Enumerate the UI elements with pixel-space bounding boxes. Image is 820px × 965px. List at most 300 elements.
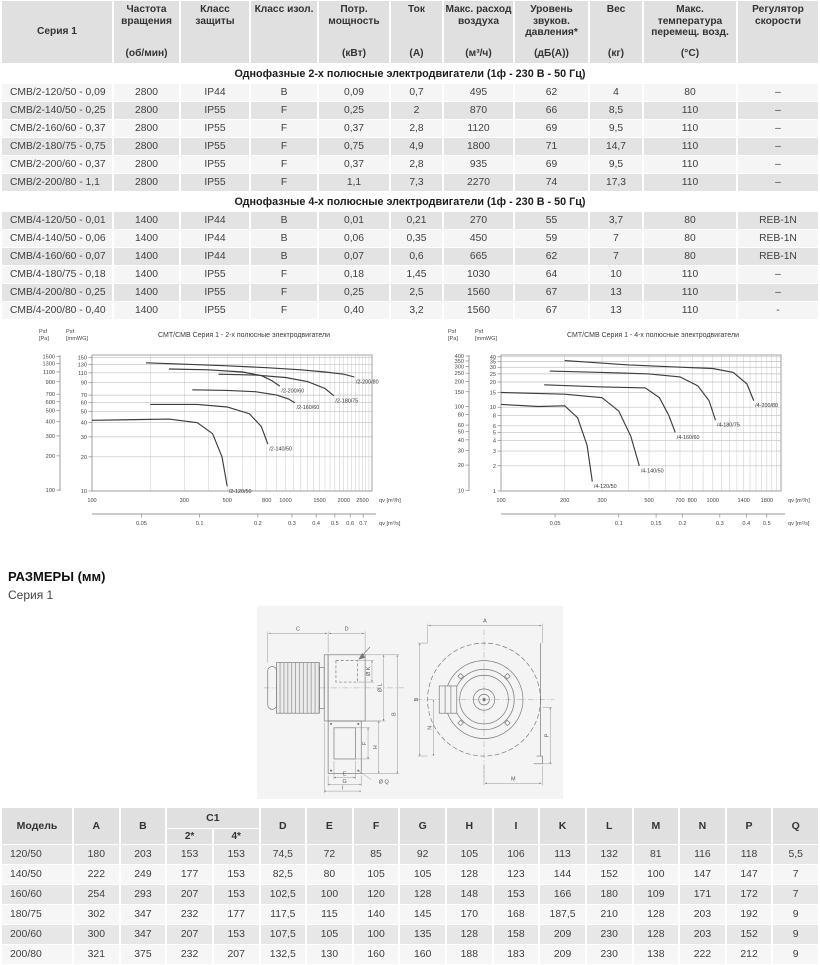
x-tick-label-m3s: 0.1 <box>614 521 623 527</box>
dim-label-n: N <box>427 725 434 730</box>
dims-row <box>2 845 818 864</box>
value-cell: 7 <box>590 248 642 265</box>
dim-label-h: H <box>372 745 379 750</box>
pa-tick-label: 400 <box>454 354 464 361</box>
value-cell: – <box>738 156 818 173</box>
dims-row <box>2 925 818 944</box>
value-cell: 128 <box>634 925 679 944</box>
dims-row <box>2 865 818 884</box>
pa-tick-label: 700 <box>45 392 55 399</box>
value-cell: 0,75 <box>319 138 389 155</box>
dim-label-i: I <box>341 785 344 792</box>
y-axis-label-pa: [Pa] <box>39 336 49 342</box>
value-cell: IP55 <box>181 120 249 137</box>
pa-tick-label: 10 <box>457 488 464 495</box>
mmwg-tick-label: 8 <box>492 413 496 420</box>
value-cell: 148 <box>447 885 492 904</box>
c1-column-header: C1 <box>167 808 258 828</box>
value-cell: 105 <box>447 845 492 864</box>
y-axis-label-mmwg: Psf <box>475 329 484 335</box>
value-cell: 66 <box>515 102 588 119</box>
value-cell: 80 <box>644 230 736 247</box>
pa-tick-label: 1100 <box>42 369 55 376</box>
model-cell: CMB/2-160/60 - 0,37 <box>2 120 112 137</box>
value-cell: 207 <box>214 945 259 964</box>
value-cell: 135 <box>400 925 445 944</box>
value-cell: 2,5 <box>391 284 442 301</box>
fan-curve-chart-2pole <box>26 325 411 557</box>
section-title: Однофазные 4-х полюсные электродвигатели (1ф - 230 В - 50 Гц) <box>2 192 818 211</box>
pa-tick-label: 150 <box>454 389 464 396</box>
x-axis-label-m3s: qv [m³/s] <box>379 521 401 527</box>
value-cell: – <box>738 174 818 191</box>
value-cell: 2800 <box>114 120 179 137</box>
value-cell: REB-1N <box>738 230 818 247</box>
value-cell: 222 <box>680 945 725 964</box>
column-header: M <box>634 808 679 844</box>
value-cell: 153 <box>214 925 259 944</box>
curve-label: /2-200/80 <box>355 379 379 386</box>
dim-label-b: B <box>391 712 398 717</box>
series-label: Серия 1 <box>8 588 54 602</box>
dims-row <box>2 945 818 964</box>
spec-row <box>2 174 818 191</box>
value-cell: 152 <box>587 865 632 884</box>
value-cell: 13 <box>590 284 642 301</box>
value-cell: 0,6 <box>391 248 442 265</box>
value-cell: 0,18 <box>319 266 389 283</box>
value-cell: 118 <box>727 845 772 864</box>
x-tick-label-m3h: 300 <box>597 498 607 504</box>
value-cell: 9 <box>773 925 818 944</box>
value-cell: 110 <box>644 174 736 191</box>
pa-tick-label: 400 <box>45 419 55 426</box>
dim-label-d: D <box>344 626 349 633</box>
column-header: D <box>261 808 306 844</box>
value-cell: 0,01 <box>319 212 389 229</box>
value-cell: 203 <box>121 845 166 864</box>
model-cell: CMB/4-200/80 - 0,40 <box>2 302 112 319</box>
mmwg-tick-label: 40 <box>489 354 496 361</box>
model-cell: CMB/4-200/80 - 0,25 <box>2 284 112 301</box>
value-cell: 495 <box>444 84 513 101</box>
value-cell: 4 <box>590 84 642 101</box>
value-cell: 138 <box>634 945 679 964</box>
value-cell: 1400 <box>114 248 179 265</box>
value-cell: 207 <box>167 925 212 944</box>
mmwg-tick-label: 20 <box>80 454 87 461</box>
value-cell: 180 <box>74 845 119 864</box>
model-cell: CMB/2-140/50 - 0,25 <box>2 102 112 119</box>
y-axis-label-mmwg: [mmWG] <box>66 336 89 342</box>
value-cell: 55 <box>515 212 588 229</box>
column-header: Класс защиты <box>181 1 249 63</box>
value-cell: 1,1 <box>319 174 389 191</box>
y-axis-label-mmwg: [mmWG] <box>475 336 498 342</box>
side-view-drawing <box>259 610 407 795</box>
value-cell: 249 <box>121 865 166 884</box>
model-cell: 200/80 <box>2 945 72 964</box>
value-cell: 2800 <box>114 102 179 119</box>
value-cell: 2270 <box>444 174 513 191</box>
mmwg-tick-label: 25 <box>489 371 496 378</box>
value-cell: 74,5 <box>261 845 306 864</box>
value-cell: 80 <box>307 865 352 884</box>
column-header: I <box>494 808 539 844</box>
value-cell: 4,9 <box>391 138 442 155</box>
x-tick-label-m3h: 800 <box>687 498 697 504</box>
value-cell: 113 <box>540 845 585 864</box>
value-cell: 1400 <box>114 230 179 247</box>
value-cell: 82,5 <box>261 865 306 884</box>
value-cell: – <box>738 138 818 155</box>
pa-tick-label: 80 <box>457 412 464 419</box>
value-cell: 74 <box>515 174 588 191</box>
pa-tick-label: 40 <box>457 437 464 444</box>
spec-row <box>2 248 818 265</box>
value-cell: 172 <box>727 885 772 904</box>
spec-row <box>2 302 818 319</box>
value-cell: 160 <box>354 945 399 964</box>
value-cell: 147 <box>727 865 772 884</box>
mmwg-tick-label: 6 <box>492 423 496 430</box>
value-cell: 300 <box>74 925 119 944</box>
value-cell: B <box>251 248 317 265</box>
value-cell: 69 <box>515 120 588 137</box>
value-cell: 62 <box>515 84 588 101</box>
pa-tick-label: 200 <box>45 453 55 460</box>
x-tick-label-m3h: 2000 <box>337 498 350 504</box>
value-cell: 110 <box>644 156 736 173</box>
pa-tick-label: 900 <box>45 379 55 386</box>
value-cell: 67 <box>515 302 588 319</box>
value-cell: 110 <box>644 102 736 119</box>
value-cell: 2800 <box>114 156 179 173</box>
x-tick-label-m3s: 0.3 <box>288 521 296 527</box>
value-cell: 0,09 <box>319 84 389 101</box>
value-cell: 293 <box>121 885 166 904</box>
value-cell: IP44 <box>181 84 249 101</box>
value-cell: 147 <box>680 865 725 884</box>
mmwg-tick-label: 10 <box>489 405 496 412</box>
value-cell: 110 <box>644 284 736 301</box>
mmwg-tick-label: 90 <box>80 380 87 387</box>
chart-title: CMT/CMB Серия 1 - 4-х полюсные электродвигатели <box>567 332 739 339</box>
value-cell: 100 <box>354 925 399 944</box>
column-header: Класс изол. <box>251 1 317 63</box>
x-tick-label-m3h: 100 <box>496 498 506 504</box>
x-tick-label-m3h: 1400 <box>737 498 750 504</box>
value-cell: 153 <box>214 845 259 864</box>
value-cell: 62 <box>515 248 588 265</box>
pa-tick-label: 1300 <box>42 361 55 368</box>
pa-tick-label: 500 <box>45 408 55 415</box>
y-axis-label-mmwg: Psf <box>66 329 75 335</box>
mmwg-tick-label: 3 <box>492 449 496 456</box>
value-cell: 81 <box>634 845 679 864</box>
value-cell: F <box>251 284 317 301</box>
curve-label: /4-120/50 <box>593 483 617 490</box>
value-cell: F <box>251 120 317 137</box>
value-cell: REB-1N <box>738 248 818 265</box>
value-cell: IP44 <box>181 212 249 229</box>
curve-label: /2-160/60 <box>296 405 320 412</box>
value-cell: – <box>738 284 818 301</box>
fan-front-view <box>413 629 554 777</box>
column-header: Макс. расход воздуха (м³/ч) <box>444 1 513 63</box>
value-cell: 2,8 <box>391 156 442 173</box>
column-header: Уровень звуков. давления* (дБ(А)) <box>515 1 588 63</box>
value-cell: 177 <box>167 865 212 884</box>
value-cell: B <box>251 230 317 247</box>
value-cell: 9 <box>773 945 818 964</box>
column-header: Ток (А) <box>391 1 442 63</box>
dim-label-e: E <box>342 771 347 778</box>
column-header: Серия 1 <box>2 1 112 63</box>
value-cell: 450 <box>444 230 513 247</box>
x-tick-label-m3h: 1000 <box>706 498 719 504</box>
value-cell: 0,40 <box>319 302 389 319</box>
fan-curve <box>544 385 675 433</box>
column-header: Регулятор скорости <box>738 1 818 63</box>
value-cell: 1800 <box>444 138 513 155</box>
x-tick-label-m3s: 0.4 <box>312 521 321 527</box>
value-cell: 212 <box>727 945 772 964</box>
mmwg-tick-label: 1 <box>492 489 496 495</box>
pa-tick-label: 600 <box>45 399 55 406</box>
y-axis-label-pa: Psf <box>448 329 457 335</box>
value-cell: 2800 <box>114 174 179 191</box>
value-cell: 144 <box>540 865 585 884</box>
pa-tick-label: 20 <box>457 463 464 470</box>
value-cell: 170 <box>447 905 492 924</box>
value-cell: 105 <box>354 865 399 884</box>
column-header: K <box>540 808 585 844</box>
mmwg-tick-label: 130 <box>77 362 87 369</box>
value-cell: 9 <box>773 905 818 924</box>
value-cell: 71 <box>515 138 588 155</box>
dimensions-section-title: РАЗМЕРЫ (мм) <box>8 569 106 584</box>
value-cell: – <box>738 102 818 119</box>
fan-curve <box>92 419 227 486</box>
value-cell: IP44 <box>181 248 249 265</box>
section-title: Однофазные 2-х полюсные электродвигатели (1ф - 230 В - 50 Гц) <box>2 64 818 83</box>
value-cell: 0,35 <box>391 230 442 247</box>
column-header: Макс. температура перемещ. возд. (°С) <box>644 1 736 63</box>
column-header: P <box>727 808 772 844</box>
value-cell: 14,7 <box>590 138 642 155</box>
value-cell: – <box>738 84 818 101</box>
value-cell: 270 <box>444 212 513 229</box>
value-cell: F <box>251 302 317 319</box>
mmwg-tick-label: 4 <box>492 438 496 445</box>
column-header: B <box>121 808 166 844</box>
value-cell: 72 <box>307 845 352 864</box>
value-cell: 0,25 <box>319 102 389 119</box>
x-tick-label-m3s: 0.05 <box>135 521 147 527</box>
mmwg-tick-label: 30 <box>489 365 496 372</box>
value-cell: 116 <box>680 845 725 864</box>
curve-label: /2-120/50 <box>228 488 252 495</box>
model-cell: 160/60 <box>2 885 72 904</box>
column-header: Вес (кг) <box>590 1 642 63</box>
value-cell: F <box>251 102 317 119</box>
value-cell: IP55 <box>181 102 249 119</box>
value-cell: 7 <box>590 230 642 247</box>
x-tick-label-m3s: 0.15 <box>650 521 662 527</box>
dim-label-k: Ø K <box>366 666 372 677</box>
value-cell: 153 <box>494 885 539 904</box>
pa-tick-label: 300 <box>454 364 464 371</box>
value-cell: 102,5 <box>261 885 306 904</box>
pa-tick-label: 350 <box>454 358 464 365</box>
value-cell: 85 <box>354 845 399 864</box>
value-cell: 105 <box>307 925 352 944</box>
value-cell: 171 <box>680 885 725 904</box>
mmwg-tick-label: 10 <box>80 489 87 495</box>
x-tick-label-m3s: 0.4 <box>742 521 751 527</box>
column-header: A <box>74 808 119 844</box>
mmwg-tick-label: 40 <box>80 420 87 427</box>
column-header: E <box>307 808 352 844</box>
front-view-drawing <box>411 610 559 795</box>
model-cell: CMB/2-120/50 - 0,09 <box>2 84 112 101</box>
value-cell: 203 <box>680 925 725 944</box>
fan-curve-chart-4pole <box>435 325 820 557</box>
value-cell: 3,2 <box>391 302 442 319</box>
x-tick-label-m3h: 500 <box>222 498 232 504</box>
value-cell: 100 <box>634 865 679 884</box>
pa-tick-label: 200 <box>454 379 464 386</box>
value-cell: 1120 <box>444 120 513 137</box>
value-cell: 110 <box>644 138 736 155</box>
y-axis-label-pa: [Pa] <box>448 336 458 342</box>
value-cell: 80 <box>644 248 736 265</box>
value-cell: IP55 <box>181 284 249 301</box>
value-cell: 230 <box>587 945 632 964</box>
value-cell: 207 <box>167 885 212 904</box>
fan-curve <box>501 404 592 481</box>
value-cell: 158 <box>494 925 539 944</box>
value-cell: REB-1N <box>738 212 818 229</box>
spec-row <box>2 266 818 283</box>
x-tick-label-m3h: 300 <box>179 498 189 504</box>
value-cell: 69 <box>515 156 588 173</box>
value-cell: 232 <box>167 945 212 964</box>
dim-label-f: F <box>362 741 369 746</box>
spec-row <box>2 138 818 155</box>
x-axis-label-m3s: qv [m³/s] <box>788 521 810 527</box>
dim-label-a: A <box>483 618 487 625</box>
dim-label-q: Ø Q <box>378 779 389 786</box>
value-cell: 105 <box>400 865 445 884</box>
x-axis-label-m3h: qv [m³/h] <box>379 498 401 504</box>
value-cell: 128 <box>634 905 679 924</box>
value-cell: 347 <box>121 925 166 944</box>
value-cell: 168 <box>494 905 539 924</box>
value-cell: 110 <box>644 266 736 283</box>
value-cell: IP55 <box>181 138 249 155</box>
value-cell: – <box>738 120 818 137</box>
x-tick-label-m3s: 0.6 <box>346 521 355 527</box>
value-cell: 254 <box>74 885 119 904</box>
value-cell: 0,7 <box>391 84 442 101</box>
value-cell: IP55 <box>181 266 249 283</box>
dim-label-c: C <box>295 626 300 633</box>
x-tick-label-m3s: 0.2 <box>253 521 262 527</box>
y-axis-label-pa: Psf <box>39 329 48 335</box>
value-cell: 1400 <box>114 302 179 319</box>
value-cell: 128 <box>447 925 492 944</box>
value-cell: 0,25 <box>319 284 389 301</box>
value-cell: 17,3 <box>590 174 642 191</box>
value-cell: 302 <box>74 905 119 924</box>
fan-side-view <box>264 647 404 774</box>
value-cell: 870 <box>444 102 513 119</box>
value-cell: 347 <box>121 905 166 924</box>
mmwg-tick-label: 5 <box>492 430 496 437</box>
value-cell: 180 <box>587 885 632 904</box>
model-column-header: Модель <box>2 808 72 844</box>
model-cell: CMB/4-140/50 - 0,06 <box>2 230 112 247</box>
value-cell: F <box>251 138 317 155</box>
dim-label-m: M <box>510 776 516 783</box>
column-header: Потр. мощность (кВт) <box>319 1 389 63</box>
value-cell: 64 <box>515 266 588 283</box>
value-cell: 117,5 <box>261 905 306 924</box>
dim-label-b: B <box>413 697 420 702</box>
model-cell: CMB/4-160/60 - 0,07 <box>2 248 112 265</box>
x-tick-label-m3h: 500 <box>644 498 654 504</box>
value-cell: IP55 <box>181 302 249 319</box>
value-cell: 1400 <box>114 284 179 301</box>
value-cell: IP55 <box>181 156 249 173</box>
column-header: N <box>680 808 725 844</box>
value-cell: 153 <box>214 865 259 884</box>
value-cell: 110 <box>644 302 736 319</box>
x-tick-label-m3h: 100 <box>87 498 97 504</box>
model-cell: 180/75 <box>2 905 72 924</box>
value-cell: - <box>738 302 818 319</box>
value-cell: 375 <box>121 945 166 964</box>
value-cell: 203 <box>680 905 725 924</box>
value-cell: 0,21 <box>391 212 442 229</box>
value-cell: 188 <box>447 945 492 964</box>
fan-curve <box>150 404 268 444</box>
curve-label: /4-180/75 <box>716 422 740 429</box>
column-header: L <box>587 808 632 844</box>
value-cell: 2800 <box>114 138 179 155</box>
spec-header-row <box>2 1 818 63</box>
section-row <box>2 192 818 211</box>
value-cell: F <box>251 156 317 173</box>
spec-row <box>2 120 818 137</box>
value-cell: B <box>251 212 317 229</box>
fan-curve <box>218 374 334 396</box>
spec-row <box>2 102 818 119</box>
value-cell: 110 <box>644 120 736 137</box>
fan-curve <box>192 390 295 403</box>
x-tick-label-m3h: 1000 <box>279 498 292 504</box>
x-tick-label-m3s: 0.5 <box>330 521 339 527</box>
value-cell: 132 <box>587 845 632 864</box>
column-header: H <box>447 808 492 844</box>
x-tick-label-m3h: 1800 <box>760 498 774 504</box>
value-cell: 130 <box>307 945 352 964</box>
value-cell: 222 <box>74 865 119 884</box>
x-tick-label-m3h: 700 <box>675 498 685 504</box>
column-header: Q <box>773 808 818 844</box>
